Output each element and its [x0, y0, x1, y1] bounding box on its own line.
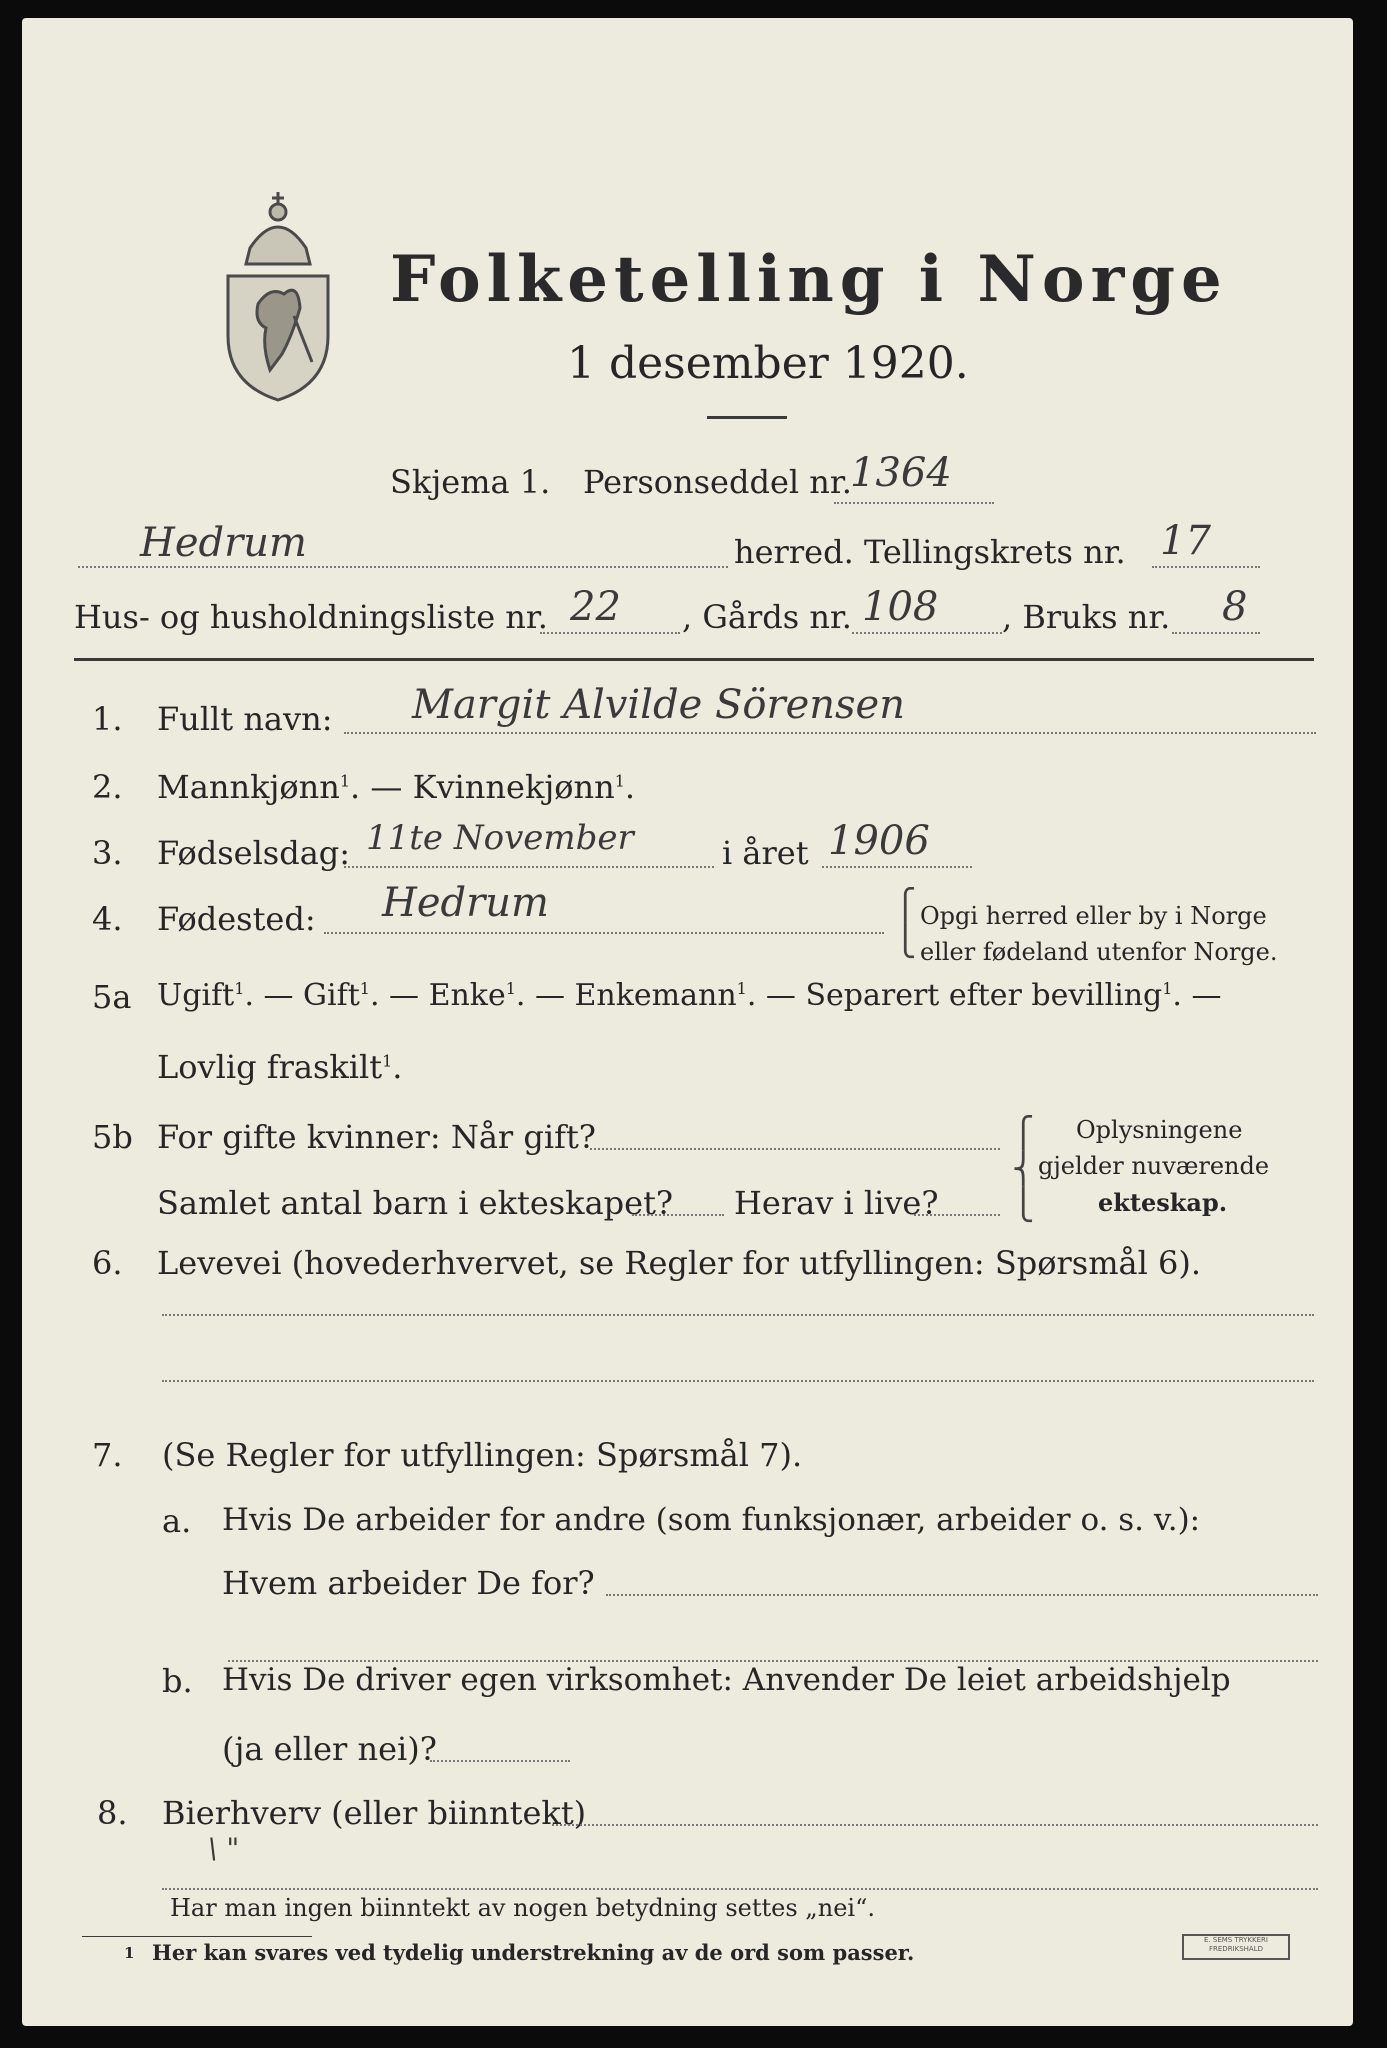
bruks-field[interactable]: 8 [1222, 584, 1248, 630]
q7b-letter: b. [162, 1662, 193, 1700]
q3-label: Fødselsdag: [157, 834, 351, 872]
q2-number: 2. [92, 768, 123, 806]
herred-field[interactable]: Hedrum [140, 520, 307, 566]
married-when-label: For gifte kvinner: Når gift? [157, 1118, 596, 1156]
q7a-line2: Hvem arbeider De for? [222, 1564, 595, 1602]
tellingskrets-label: Tellingskrets nr. [864, 533, 1126, 571]
gender-options[interactable]: Mannkjønn$^1$. — Kvinnekjønn$^1$. [157, 768, 636, 806]
marriage-note-3: ekteskap. [1098, 1188, 1228, 1217]
gards-field[interactable]: 108 [862, 584, 939, 630]
q7-number: 7. [92, 1436, 123, 1474]
header-divider [707, 416, 787, 419]
marital-status-option-fraskilt[interactable]: Lovlig fraskilt$^1$. [157, 1048, 403, 1086]
birth-date-field[interactable]: 11te November [366, 818, 634, 858]
census-date: 1 desember 1920. [567, 338, 969, 389]
gards-label: , Gårds nr. [682, 598, 852, 636]
q4-label: Fødested: [157, 900, 316, 938]
q7b-line1: Hvis De driver egen virksomhet: Anvender De leiet arbeidshjelp [222, 1662, 1231, 1698]
q7b-line2: (ja eller nei)? [222, 1730, 437, 1768]
children-count-label: Samlet antal barn i ekteskapet? [157, 1184, 674, 1222]
q1-label: Fullt navn: [157, 700, 333, 738]
marital-status-options[interactable]: Ugift$^1$. — Gift$^1$. — Enke$^1$. — Enkemann$^1$. — Separert efter bevilling$^1$. — [157, 978, 1222, 1013]
footnote-mark: 1 [124, 1944, 135, 1962]
section-divider [74, 658, 1314, 661]
children-alive-label: Herav i live? [734, 1184, 939, 1222]
husliste-field[interactable]: 22 [570, 584, 621, 630]
tellingskrets-field[interactable]: 17 [1160, 518, 1211, 564]
personseddel-field[interactable]: 1364 [850, 450, 952, 496]
full-name-field[interactable]: Margit Alvilde Sörensen [412, 682, 905, 728]
birthplace-note-1: Opgi herred eller by i Norge [920, 902, 1267, 930]
form-title: Folketelling i Norge [390, 242, 1228, 317]
q7a-letter: a. [162, 1502, 192, 1540]
birthplace-field[interactable]: Hedrum [382, 880, 549, 926]
husliste-label: Hus- og husholdningsliste nr. [74, 598, 548, 636]
bruks-label: , Bruks nr. [1002, 598, 1171, 636]
q1-number: 1. [92, 700, 123, 738]
q6-number: 6. [92, 1244, 123, 1282]
printer-stamp: E. SEMS TRYKKERI FREDRIKSHALD [1182, 1934, 1290, 1960]
q4-number: 4. [92, 900, 123, 938]
q5a-number: 5a [92, 978, 132, 1016]
footnote-rule [82, 1936, 312, 1937]
census-form-sheet: Folketelling i Norge 1 desember 1920. Skjema 1. Personseddel nr. 1364 Hedrum herred. Tellingskrets nr. 17 Hus- og husholdningsliste nr. 22 , Gårds nr. 108 , Bruks nr. 8 1. Fullt navn: Margit Alvilde Sörensen 2. Mannkjønn$^1$. — Kvinnekjønn$^1$. 3. Fødselsdag: 11te November i året 1906 4. Fødested: Hedrum ⎧ ⎩ Opgi herred eller by i Norge eller fødeland utenfor Norge. 5a Ugift$^1$. — Gift$^1$. — Enke$^1$. — Enkemann$^1$. — Separert efter bevilling$^1$. — Lovlig fraskilt$^1$. 5b For gifte kvinner: Når gift? Samlet antal barn i ekteskapet? Herav i live? ⎧ ⎨ ⎩ Oplysningene gjelder nuværende ekteskap. 6. Levevei (hovederhvervet, se Regler for utfyllingen: Spørsmål 6). 7. (Se Regler for utfyllingen: Spørsmål 7). a. Hvis De arbeider for andre (som funksjonær, arbeider o. s. v.): Hvem arbeider De for? b. Hvis De driver egen virksomhet: Anvender De leiet arbeidshjelp (ja eller nei)? 8. Bierhverv (eller biinntekt) \ " Har man ingen biinntekt av nogen betydning settes „nei“. 1 Her kan svares ved tydelig understrekning av de ord som passer. E. SEMS TRYKKERI FREDRIKSHALD [22, 18, 1353, 2026]
marriage-note-1: Oplysningene [1076, 1116, 1243, 1144]
personseddel-label: Personseddel nr. [583, 463, 852, 501]
side-income-note: Har man ingen biinntekt av nogen betydning settes „nei“. [170, 1894, 875, 1922]
footnote-text: Her kan svares ved tydelig understrekning av de ord som passer. [152, 1940, 915, 1965]
herred-label: herred. [734, 533, 854, 571]
q7-intro: (Se Regler for utfyllingen: Spørsmål 7). [162, 1436, 803, 1474]
q8-number: 8. [97, 1794, 128, 1832]
side-income-field[interactable]: \ " [208, 1832, 240, 1865]
schema-label: Skjema 1. [390, 463, 551, 501]
q3-number: 3. [92, 834, 123, 872]
year-label: i året [722, 834, 809, 872]
occupation-label: Levevei (hovederhvervet, se Regler for utfyllingen: Spørsmål 6). [157, 1244, 1202, 1282]
birth-year-field[interactable]: 1906 [828, 818, 930, 864]
q5b-number: 5b [92, 1118, 133, 1156]
marriage-note-2: gjelder nuværende [1038, 1152, 1270, 1180]
q7a-line1: Hvis De arbeider for andre (som funksjonær, arbeider o. s. v.): [222, 1502, 1201, 1538]
side-income-label: Bierhverv (eller biinntekt) [162, 1794, 587, 1832]
coat-of-arms-icon [220, 186, 336, 406]
birthplace-note-2: eller fødeland utenfor Norge. [920, 938, 1278, 966]
